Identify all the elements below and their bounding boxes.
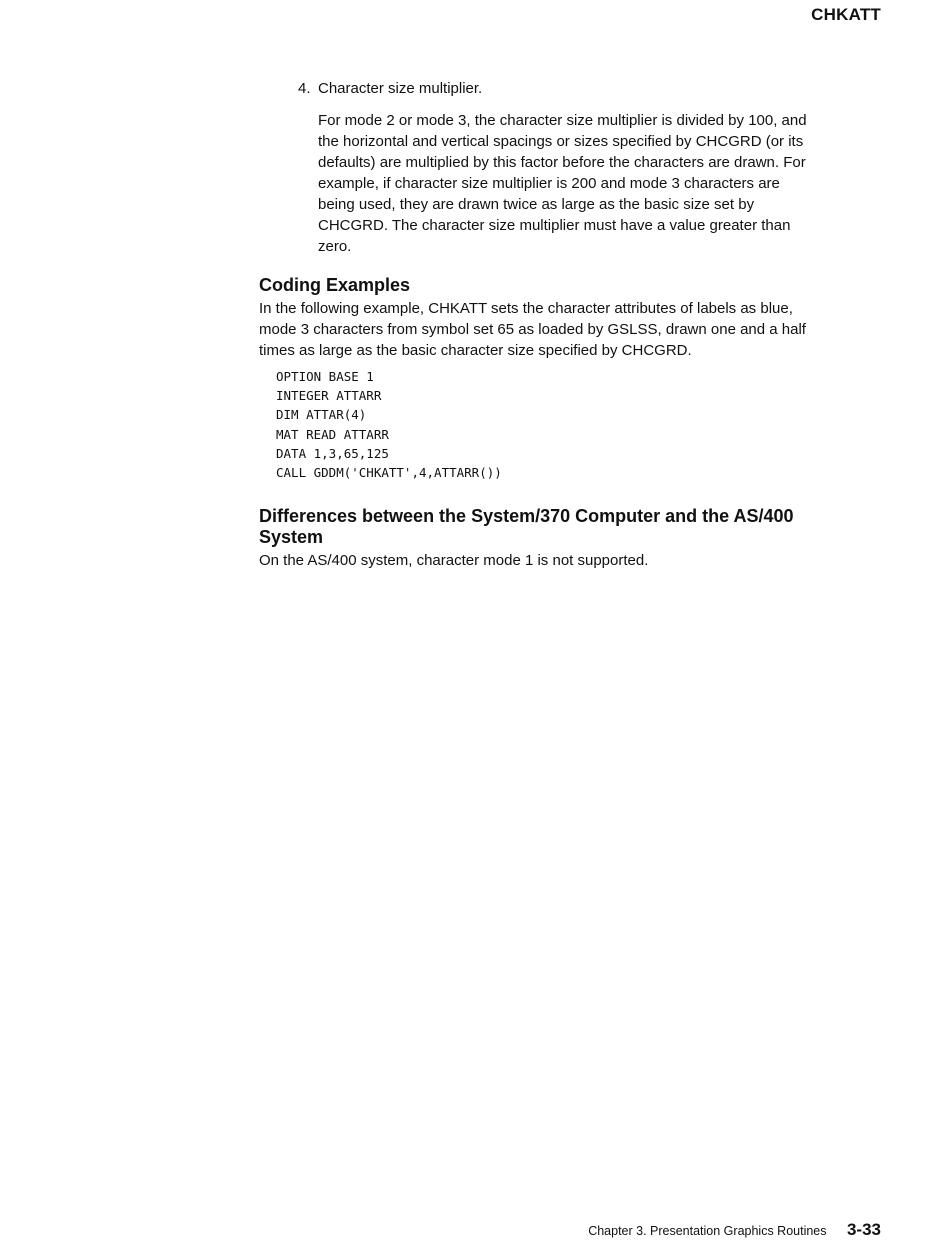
- intro-line: times as large as the basic character size specified by CHCGRD.: [259, 342, 692, 359]
- differences-text: [259, 550, 889, 571]
- body-line: CHCGRD. The character size multiplier must have a value greater than: [318, 217, 791, 234]
- code-line: CALL GDDM('CHKATT',4,ATTARR()): [276, 465, 502, 481]
- code-line: DATA 1,3,65,125: [276, 445, 389, 461]
- code-line: MAT READ ATTARR: [276, 426, 389, 442]
- code-line: OPTION BASE 1: [276, 369, 374, 384]
- body-line: the horizontal and vertical spacings or sizes specified by CHCGRD (or its: [318, 133, 804, 150]
- differences-heading-line: Differences between the System/370 Computer and the AS/400: [259, 506, 794, 526]
- differences-heading: [259, 506, 794, 548]
- body-line: being used, they are drawn twice as large as the basic size set by: [318, 196, 755, 213]
- differences-line: On the AS/400 system, character mode 1 is not supported.: [259, 552, 649, 569]
- running-head: CHKATT: [811, 5, 881, 24]
- footer-chapter: Chapter 3. Presentation Graphics Routines: [588, 1224, 827, 1238]
- coding-examples-intro: [259, 298, 889, 361]
- body-line: For mode 2 or mode 3, the character size multiplier is divided by 100, and: [318, 112, 807, 129]
- body-line: zero.: [318, 238, 352, 255]
- intro-line: mode 3 characters from symbol set 65 as loaded by GSLSS, drawn one and a half: [259, 321, 806, 338]
- list-item-number: 4.: [298, 80, 311, 97]
- list-item-title: Character size multiplier.: [318, 80, 483, 97]
- coding-examples-heading: Coding Examples: [259, 275, 411, 295]
- code-line: INTEGER ATTARR: [276, 388, 382, 404]
- code-example: [276, 367, 502, 482]
- page-number: 3-33: [846, 1220, 881, 1239]
- code-line: DIM ATTAR(4): [276, 407, 367, 423]
- list-item-body: [318, 110, 878, 257]
- differences-heading-line: System: [259, 527, 324, 547]
- page-footer: [588, 1220, 881, 1240]
- body-line: defaults) are multiplied by this factor before the characters are drawn. For: [318, 154, 806, 171]
- body-line: example, if character size multiplier is 200 and mode 3 characters are: [318, 175, 780, 192]
- intro-line: In the following example, CHKATT sets the character attributes of labels as blue,: [259, 300, 793, 317]
